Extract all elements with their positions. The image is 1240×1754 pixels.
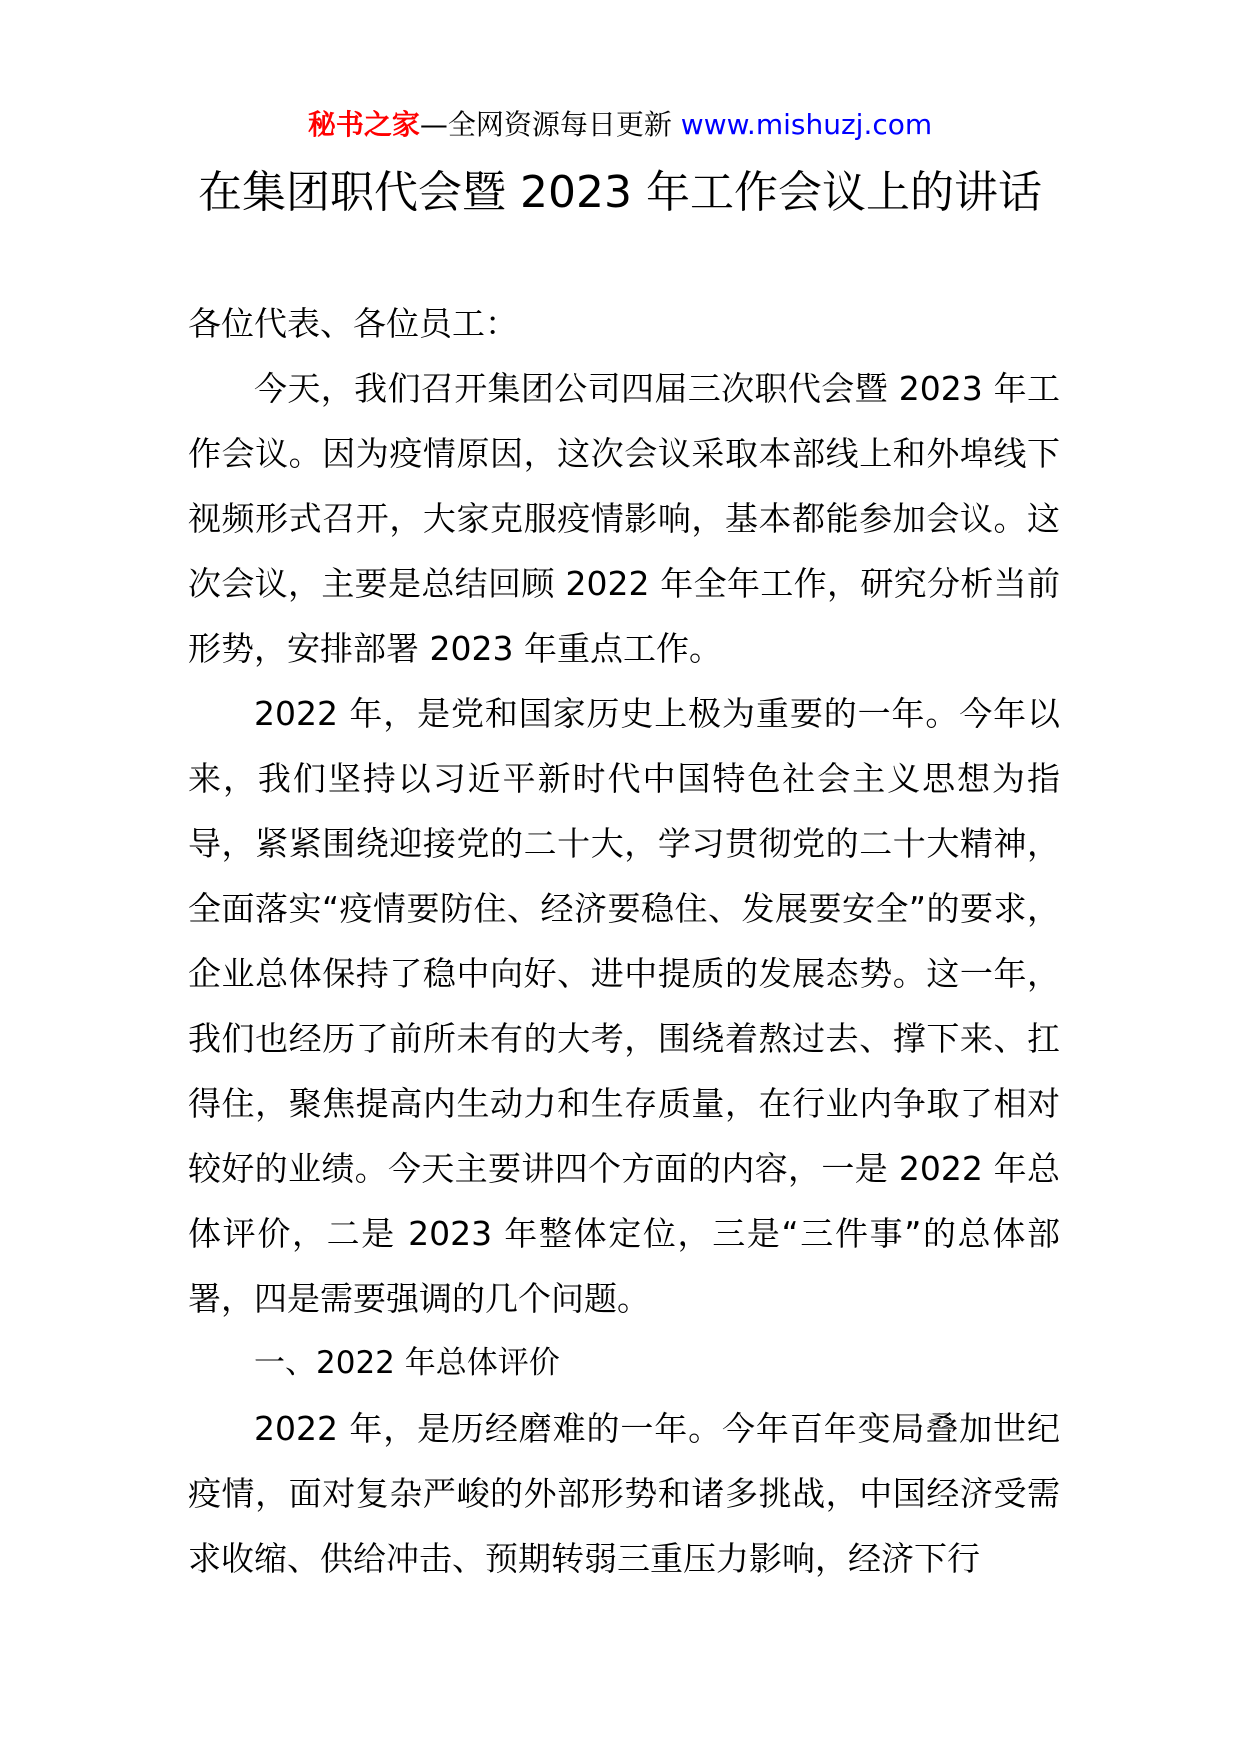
site-slogan: —全网资源每日更新	[419, 108, 672, 141]
site-url-link[interactable]: www.mishuzj.com	[680, 108, 933, 141]
paragraph-overview: 2022 年，是党和国家历史上极为重要的一年。今年以来，我们坚持以习近平新时代中国特色社会主义思想为指导，紧紧围绕迎接党的二十大，学习贯彻党的二十大精神，全面落实“疫情要防住、经济要稳住、发展要安全”的要求，企业总体保持了稳中向好、进中提质的发展态势。这一年，我们也经历了前所未有的大考，围绕着熬过去、撑下来、扛得住，聚焦提高内生动力和生存质量，在行业内争取了相对较好的业绩。今天主要讲四个方面的内容，一是 2022 年总体评价，二是 2023 年整体定位，三是“三件事”的总体部署，四是需要强调的几个问题。	[188, 694, 1060, 1318]
paragraph-section-1: 2022 年，是历经磨难的一年。今年百年变局叠加世纪疫情，面对复杂严峻的外部形势和诸多挑战，中国经济受需求收缩、供给冲击、预期转弱三重压力影响，经济下行	[188, 1409, 1060, 1578]
site-name: 秘书之家	[307, 108, 420, 141]
document-title: 在集团职代会暨 2023 年工作会议上的讲话	[198, 167, 1042, 218]
section-heading: 一、2022 年总体评价	[254, 1345, 560, 1381]
paragraph-opening: 今天，我们召开集团公司四届三次职代会暨 2023 年工作会议。因为疫情原因，这次会议采取本部线上和外埠线下视频形式召开，大家克服疫情影响，基本都能参加会议。这次会议，主要是总结回顾 2022 年全年工作，研究分析当前形势，安排部署 2023 年重点工作。	[188, 369, 1060, 668]
site-header	[0, 105, 1240, 145]
document-body	[188, 291, 1060, 1591]
salutation: 各位代表、各位员工：	[188, 304, 518, 343]
